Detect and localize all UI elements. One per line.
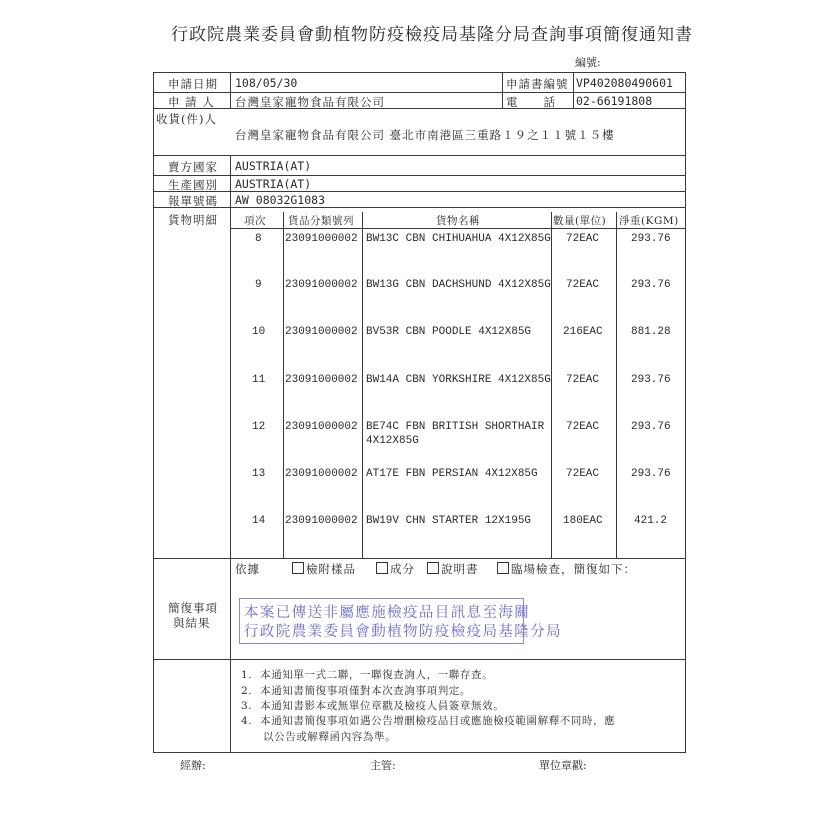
row-weight: 421.2 (634, 515, 668, 527)
col-header-item: 項次 (244, 215, 266, 227)
note-3 (241, 698, 504, 713)
row-qty: 72EAC (566, 233, 600, 245)
stamp-line-2: 行政院農業委員會動植物防疫檢疫局基隆分局 (244, 624, 562, 640)
note-number: 2. (241, 685, 253, 697)
phone-value: 02-66191808 (576, 94, 653, 108)
origin-value: AUSTRIA(AT) (235, 177, 312, 191)
row-qty: 72EAC (566, 374, 600, 386)
consignee-value: 台灣皇家寵物食品有限公司 臺北市南港區三重路１９之１１號１５樓 (235, 128, 615, 142)
row-code: 23091000002 (285, 515, 358, 527)
row-weight: 293.76 (631, 279, 671, 291)
apply-date-value: 108/05/30 (235, 76, 298, 90)
row-qty: 72EAC (566, 421, 600, 433)
row-qty: 72EAC (566, 468, 600, 480)
row-item-no: 12 (252, 421, 266, 433)
seller-country-label: 賣方國家 (168, 160, 218, 174)
declaration-no-value: AW 08032G1083 (235, 193, 326, 207)
basis-option-manual (427, 561, 479, 577)
row-weight: 293.76 (631, 233, 671, 245)
row-name: BW19V CHN STARTER 12X195G (366, 515, 532, 527)
checkbox-ingredient[interactable] (376, 562, 388, 574)
consignee-label: 收貨(件)人 (156, 112, 217, 126)
declaration-no-label: 報單號碼 (168, 194, 218, 208)
row-qty: 72EAC (566, 279, 600, 291)
reply-stamp (239, 598, 562, 644)
row-name: BW13G CBN DACHSHUND 4X12X85G (366, 279, 551, 291)
row-name: AT17E FBN PERSIAN 4X12X85G (366, 468, 538, 480)
row-name-cont: 4X12X85G (366, 435, 419, 447)
note-text: 本通知書簡復事項如遇公告增刪檢疫品目或應施檢疫範圍解釋不同時，應 (260, 715, 616, 727)
row-qty: 180EAC (563, 515, 603, 527)
basis-option-sample-label: 檢附樣品 (306, 562, 356, 576)
serial-label: 編號: (575, 56, 601, 69)
row-code: 23091000002 (285, 421, 358, 433)
checkbox-inspection[interactable] (497, 562, 509, 574)
basis-label: 依據 (235, 562, 260, 576)
row-item-no: 9 (255, 279, 262, 291)
note-number: 4. (241, 715, 253, 727)
note-4-cont: 以公告或解釋函內容為準。 (263, 731, 397, 743)
note-number: 1. (241, 669, 253, 681)
checkbox-manual[interactable] (427, 562, 439, 574)
reply-label-line1: 簡復事項 (168, 601, 218, 615)
basis-option-inspection (497, 561, 636, 577)
row-weight: 293.76 (631, 468, 671, 480)
basis-option-ingredient-label: 成分 (390, 562, 415, 576)
row-code: 23091000002 (285, 279, 358, 291)
row-name: BW13C CBN CHIHUAHUA 4X12X85G (366, 233, 551, 245)
row-weight: 881.28 (631, 326, 671, 338)
row-item-no: 8 (255, 233, 262, 245)
origin-label: 生產國別 (168, 178, 218, 192)
col-header-code: 貨品分類號列 (288, 215, 354, 227)
apply-no-value: VP402080490601 (576, 76, 673, 90)
row-code: 23091000002 (285, 233, 358, 245)
row-item-no: 10 (252, 326, 266, 338)
note-text: 本通知書影本或無單位章戳及檢疫人員簽章無效。 (260, 700, 505, 712)
basis-option-ingredient (376, 561, 415, 577)
reply-label-line2: 與結果 (173, 616, 211, 630)
col-header-weight: 淨重(KGM) (619, 215, 679, 227)
row-qty: 216EAC (563, 326, 603, 338)
row-code: 23091000002 (285, 468, 358, 480)
row-name: BV53R CBN POODLE 4X12X85G (366, 326, 532, 338)
note-number: 3. (241, 700, 253, 712)
row-name: BW14A CBN YORKSHIRE 4X12X85G (366, 374, 551, 386)
seller-country-value: AUSTRIA(AT) (235, 159, 312, 173)
checkbox-sample[interactable] (292, 562, 304, 574)
row-name: BE74C FBN BRITISH SHORTHAIR (366, 421, 545, 433)
col-header-name: 貨物名稱 (436, 215, 480, 227)
apply-date-label: 申請日期 (168, 77, 218, 91)
applicant-value: 台灣皇家寵物食品有限公司 (235, 95, 385, 109)
supervisor-label: 主管: (370, 759, 396, 772)
handler-label: 經辦: (180, 759, 206, 772)
basis-option-inspection-label: 臨場檢查，簡復如下： (511, 562, 636, 576)
basis-option-manual-label: 說明書 (441, 562, 479, 576)
note-1 (241, 667, 493, 682)
stamp-line-1: 本案已傳送非屬應施檢疫品目訊息至海關 (244, 605, 531, 621)
note-text: 本通知書簡復事項僅對本次查詢事項判定。 (260, 685, 472, 697)
goods-detail-label: 貨物明細 (168, 213, 218, 227)
applicant-label: 申 請 人 (168, 95, 215, 109)
col-header-qty: 數量(單位) (553, 215, 607, 227)
row-item-no: 13 (252, 468, 266, 480)
basis-option-sample (292, 561, 356, 577)
note-2 (241, 683, 471, 698)
row-weight: 293.76 (631, 374, 671, 386)
phone-label: 電 話 (506, 95, 556, 109)
note-4 (241, 713, 615, 728)
note-text: 本通知單一式二聯，一聯復查詢人，一聯存查。 (260, 669, 494, 681)
row-code: 23091000002 (285, 374, 358, 386)
row-weight: 293.76 (631, 421, 671, 433)
row-code: 23091000002 (285, 326, 358, 338)
apply-no-label: 申請書編號 (506, 77, 569, 91)
document-title: 行政院農業委員會動植物防疫檢疫局基隆分局查詢事項簡復通知書 (171, 25, 693, 45)
row-item-no: 14 (252, 515, 266, 527)
unit-seal-label: 單位章戳: (539, 759, 587, 772)
row-item-no: 11 (252, 374, 266, 386)
